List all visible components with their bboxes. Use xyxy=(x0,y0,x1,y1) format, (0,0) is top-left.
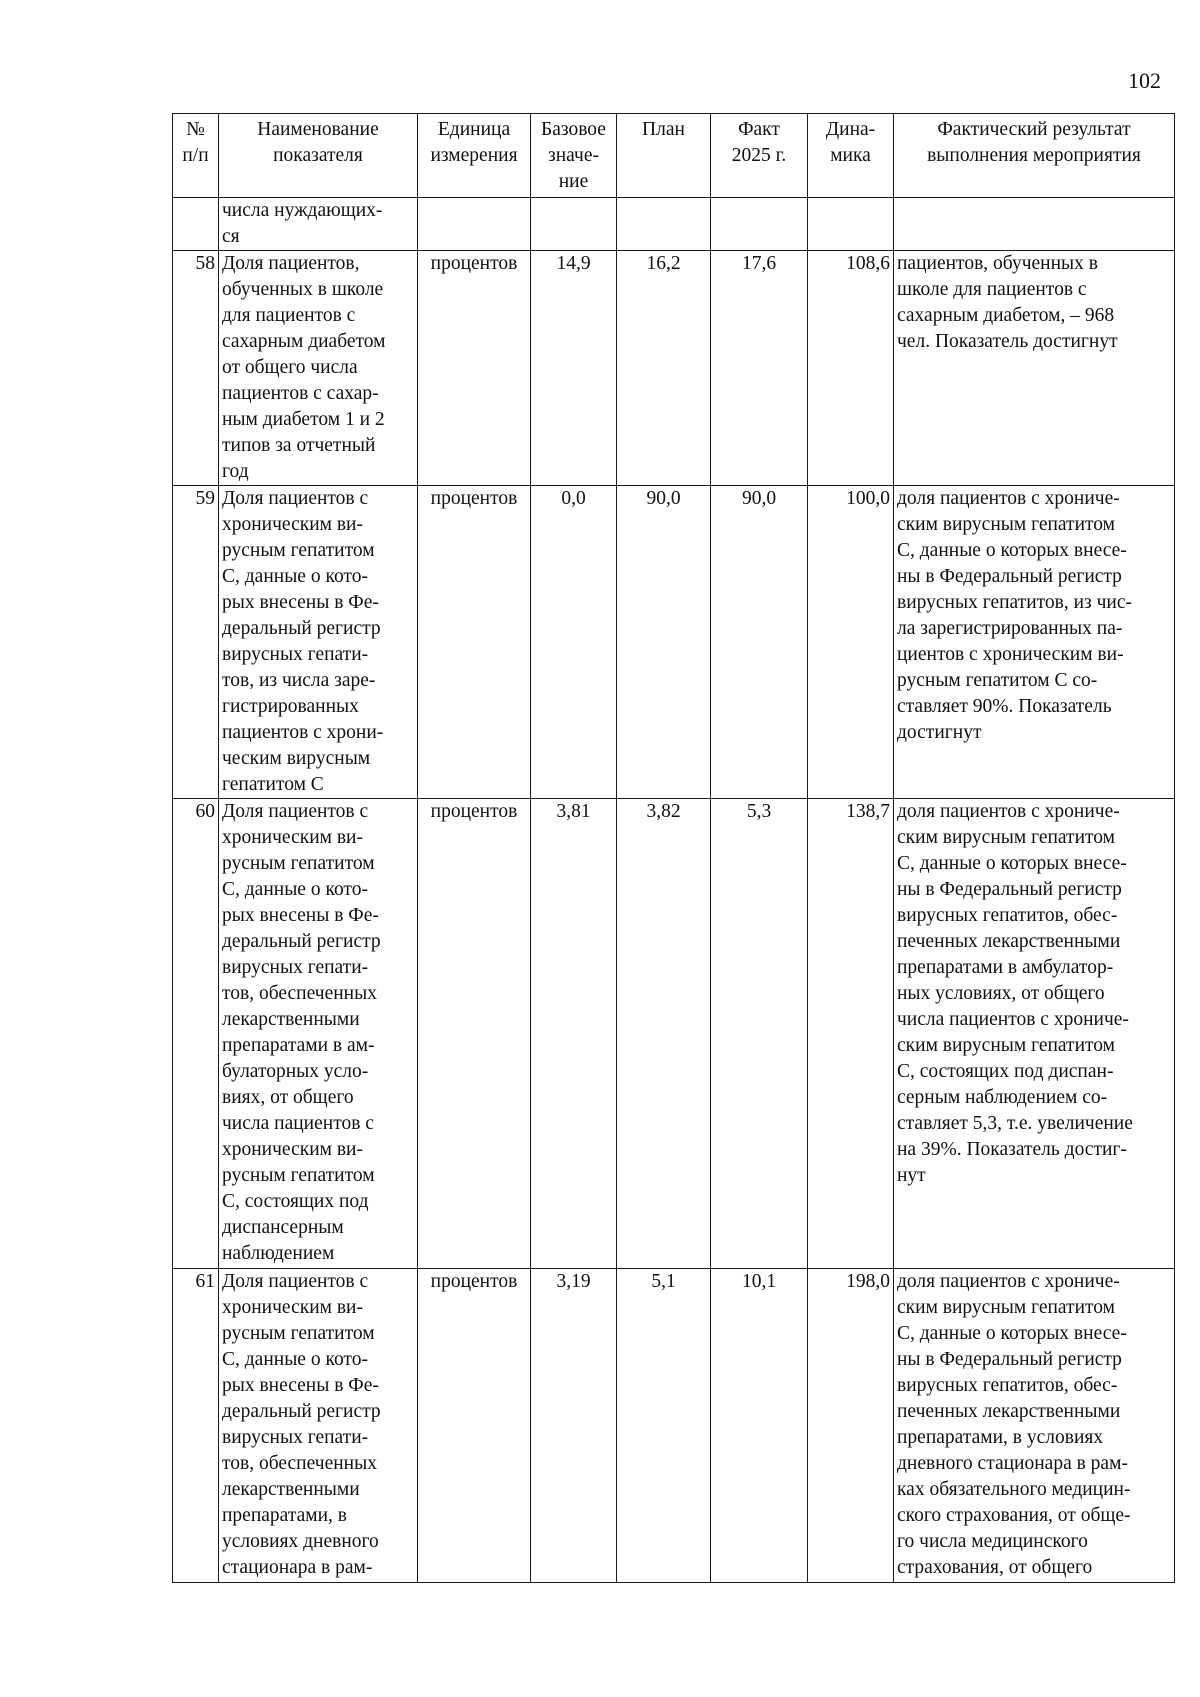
header-plan: План xyxy=(617,114,711,198)
table-row xyxy=(173,486,1175,799)
table-row xyxy=(173,251,1175,486)
cell-plan xyxy=(617,198,711,251)
cell-plan: 5,1 xyxy=(617,1269,711,1583)
header-base: Базовое значе- ние xyxy=(531,114,617,198)
cell-result xyxy=(894,198,1175,251)
cell-plan: 90,0 xyxy=(617,486,711,799)
cell-fact: 10,1 xyxy=(711,1269,808,1583)
table-row-continuation xyxy=(173,198,1175,251)
cell-unit: процентов xyxy=(418,251,531,486)
cell-base: 0,0 xyxy=(531,486,617,799)
cell-name: Доля пациентов с хроническим ви- русным гепатитом С, данные о кото- рых внесены в Фе- деральный регистр вирусных гепати- тов, обеспеченных лекарственными препаратами в ам- булаторных усло- виях, от общего числа пациентов с хроническим ви- русным гепатитом С, состоящих под диспансерным наблюдением xyxy=(219,799,418,1269)
cell-result: доля пациентов с хрониче- ским вирусным гепатитом С, данные о которых внесе- ны в Федеральный регистр вирусных гепатитов, обес- печенных лекарственными препаратами в амбулатор- ных условиях, от общего числа пациентов с хрониче- ским вирусным гепатитом С, состоящих под диспан- серным наблюдением со- ставляет 5,3, т.е. увеличение на 39%. Показатель достиг- нут xyxy=(894,799,1175,1269)
cell-unit xyxy=(418,198,531,251)
cell-base: 3,19 xyxy=(531,1269,617,1583)
cell-fact: 5,3 xyxy=(711,799,808,1269)
cell-plan: 3,82 xyxy=(617,799,711,1269)
cell-unit: процентов xyxy=(418,1269,531,1583)
cell-result: доля пациентов с хрониче- ским вирусным гепатитом С, данные о которых внесе- ны в Федеральный регистр вирусных гепатитов, из чис- ла зарегистрированных па- циентов с хроническим ви- русным гепатитом С со- ставляет 90%. Показатель достигнут xyxy=(894,486,1175,799)
table-row xyxy=(173,1269,1175,1583)
header-fact: Факт 2025 г. xyxy=(711,114,808,198)
cell-name: Доля пациентов, обученных в школе для пациентов с сахарным диабетом от общего числа пациентов с сахар- ным диабетом 1 и 2 типов за отчетный год xyxy=(219,251,418,486)
cell-dynamics: 198,0 xyxy=(808,1269,894,1583)
header-dynamics: Дина- мика xyxy=(808,114,894,198)
cell-num: 61 xyxy=(173,1269,219,1583)
cell-num xyxy=(173,198,219,251)
cell-base: 14,9 xyxy=(531,251,617,486)
cell-base xyxy=(531,198,617,251)
cell-plan: 16,2 xyxy=(617,251,711,486)
table-row xyxy=(173,799,1175,1269)
cell-fact: 90,0 xyxy=(711,486,808,799)
indicators-table xyxy=(172,113,1175,1583)
page-number: 102 xyxy=(1128,68,1161,93)
cell-num: 60 xyxy=(173,799,219,1269)
header-num: № п/п xyxy=(173,114,219,198)
cell-result: пациентов, обученных в школе для пациентов с сахарным диабетом, – 968 чел. Показатель достигнут xyxy=(894,251,1175,486)
cell-dynamics xyxy=(808,198,894,251)
cell-name: Доля пациентов с хроническим ви- русным гепатитом С, данные о кото- рых внесены в Фе- деральный регистр вирусных гепати- тов, из числа заре- гистрированных пациентов с хрони- ческим вирусным гепатитом С xyxy=(219,486,418,799)
header-unit: Единица измерения xyxy=(418,114,531,198)
table-header xyxy=(173,114,1175,198)
cell-dynamics: 108,6 xyxy=(808,251,894,486)
cell-result: доля пациентов с хрониче- ским вирусным гепатитом С, данные о которых внесе- ны в Федеральный регистр вирусных гепатитов, обес- печенных лекарственными препаратами, в условиях дневного стационара в рам- ках обязательного медицин- ского страхования, от обще- го числа медицинского страхования, от общего xyxy=(894,1269,1175,1583)
cell-fact: 17,6 xyxy=(711,251,808,486)
cell-num: 59 xyxy=(173,486,219,799)
header-result: Фактический результат выполнения мероприятия xyxy=(894,114,1175,198)
cell-base: 3,81 xyxy=(531,799,617,1269)
cell-unit: процентов xyxy=(418,486,531,799)
header-name: Наименование показателя xyxy=(219,114,418,198)
cell-unit: процентов xyxy=(418,799,531,1269)
cell-dynamics: 100,0 xyxy=(808,486,894,799)
cell-name: числа нуждающих- ся xyxy=(219,198,418,251)
cell-dynamics: 138,7 xyxy=(808,799,894,1269)
cell-num: 58 xyxy=(173,251,219,486)
cell-name: Доля пациентов с хроническим ви- русным гепатитом С, данные о кото- рых внесены в Фе- деральный регистр вирусных гепати- тов, обеспеченных лекарственными препаратами, в условиях дневного стационара в рам- xyxy=(219,1269,418,1583)
cell-fact xyxy=(711,198,808,251)
